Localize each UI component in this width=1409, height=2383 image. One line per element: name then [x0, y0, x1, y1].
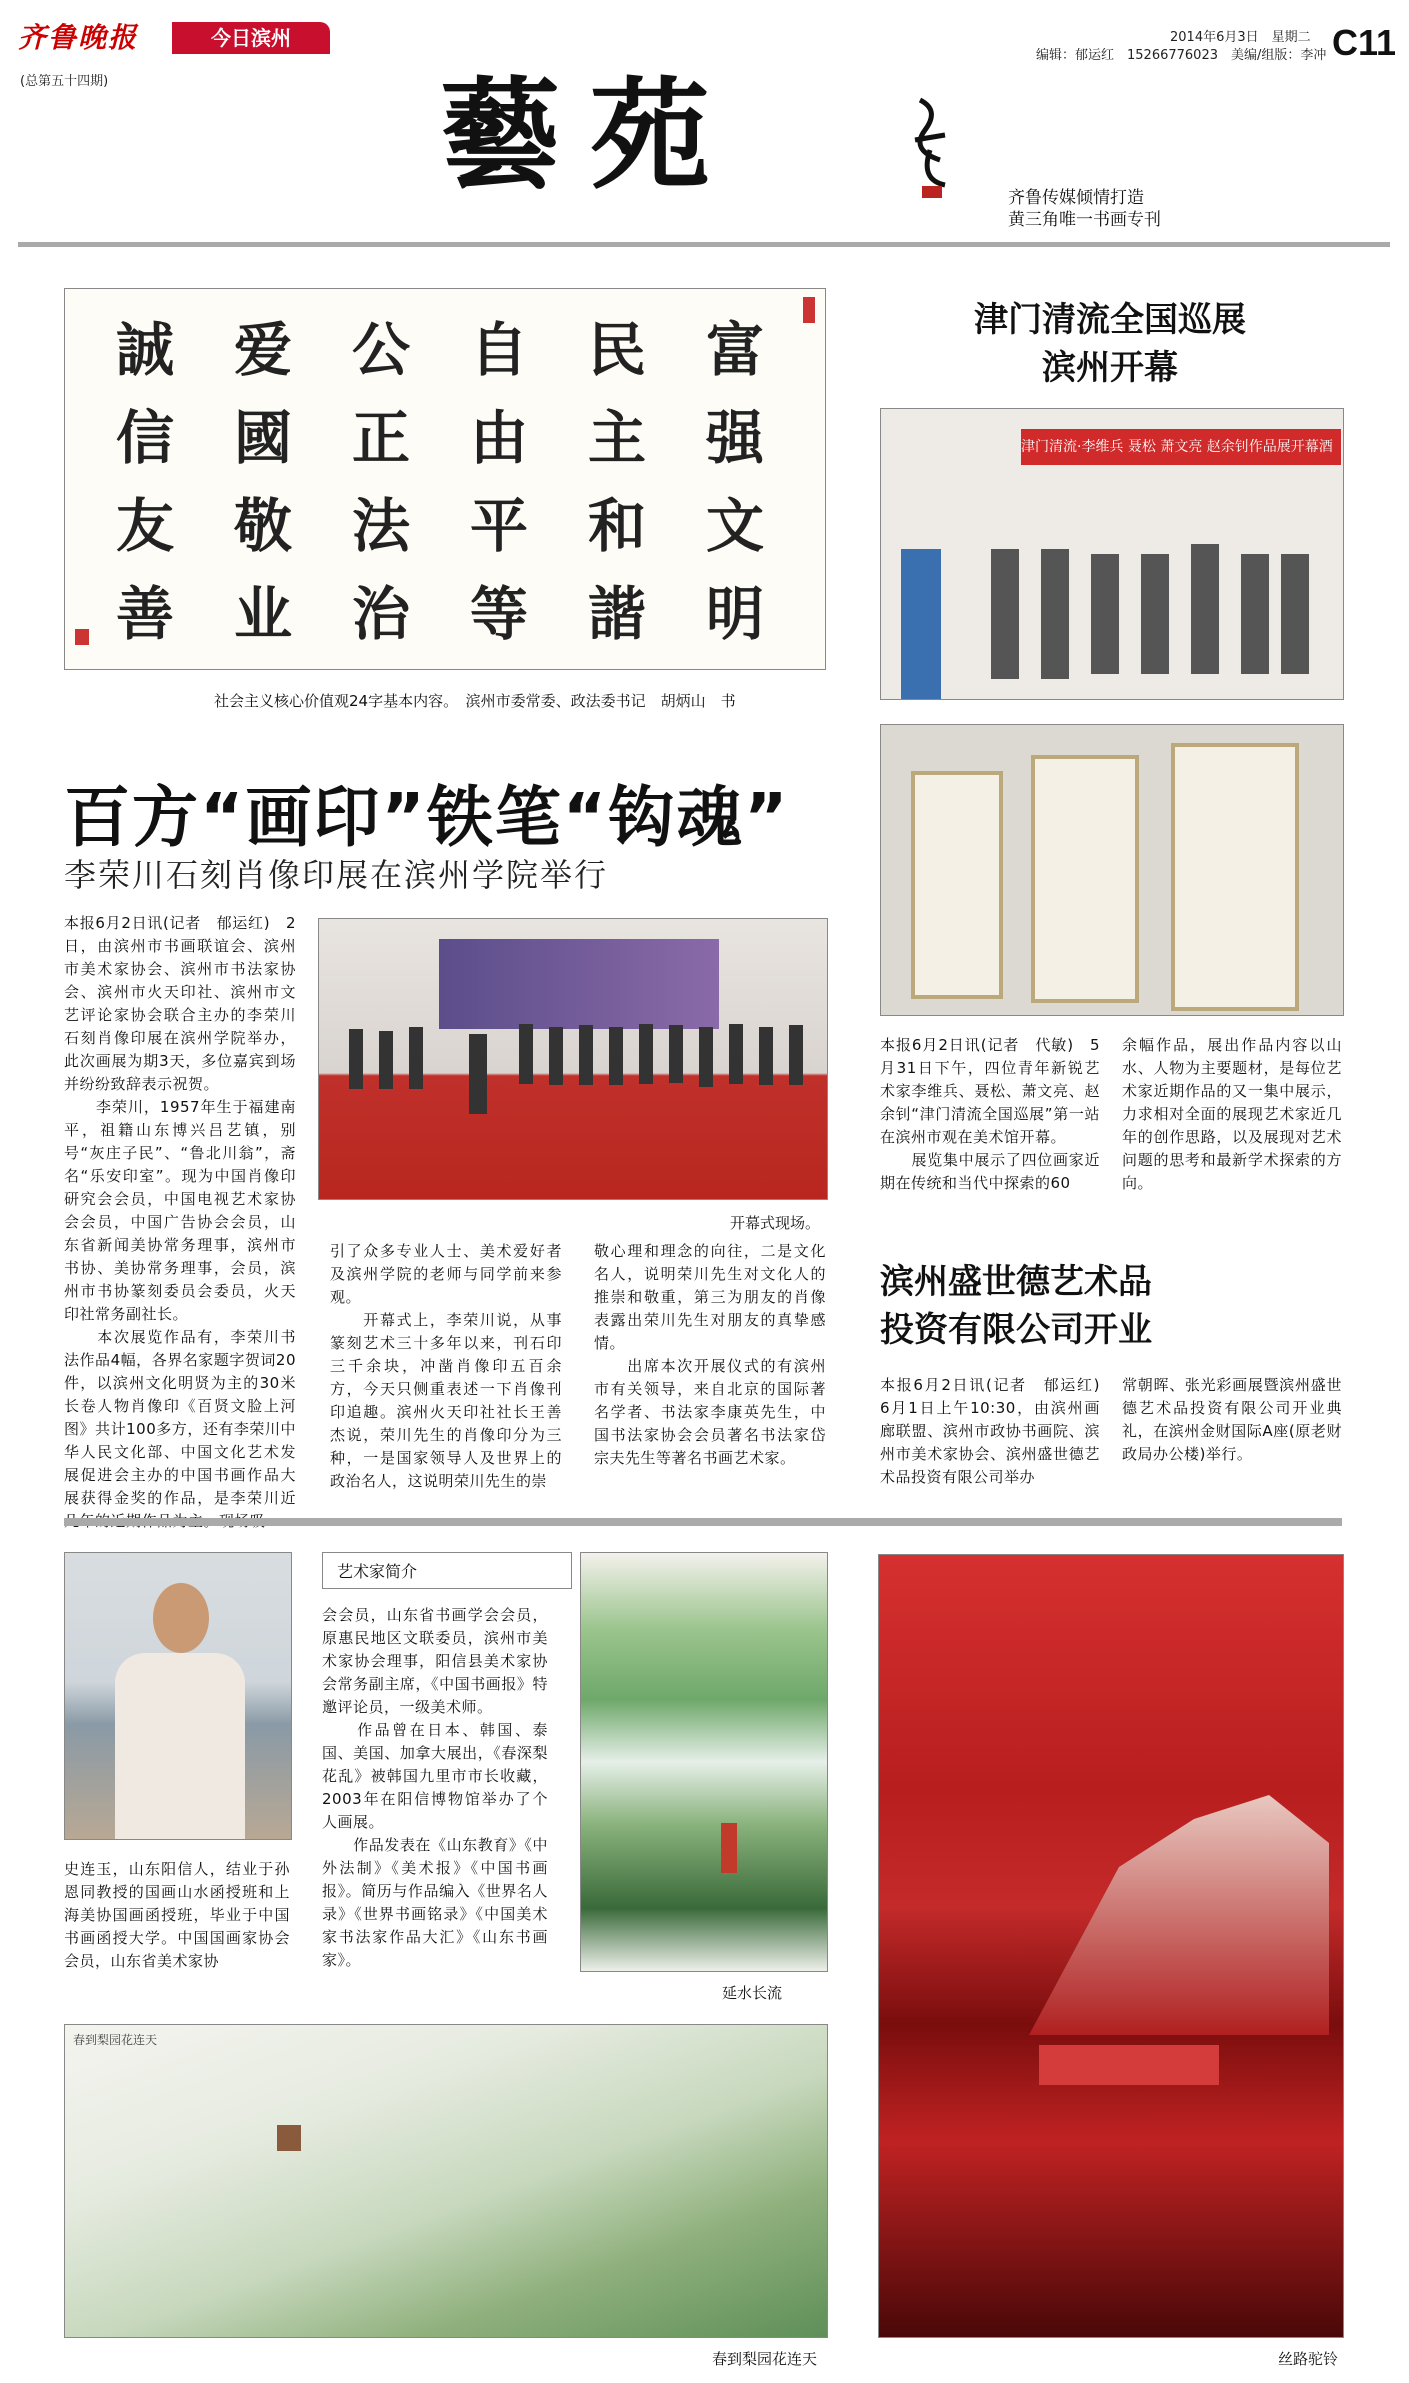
- painting-silu: [878, 1554, 1344, 2338]
- article2-col2: 余幅作品，展出作品内容以山水、人物为主要题材，是每位艺术家近期作品的又一集中展示，力求相对全面的展现艺术家近几年的创作思路，以及展现对艺术问题的思考和最新学术探索的方向。: [1122, 1036, 1342, 1192]
- calligraphy-char: 誠: [115, 316, 174, 384]
- article1-col2: 引了众多专业人士、美术爱好者及滨州学院的老师与同学前来参观。 开幕式上，李荣川说，从事篆刻艺术三十多年以来，刊石印三千余块，冲凿肖像印五百余方，今天只侧重表述一下肖像刊印追趣。滨州火天印社社长王善杰说，荣川先生的肖像印分为三种，一是国家领导人及世界上的政治名人，这说明荣川先生的崇: [330, 1242, 562, 1490]
- article1-subhead: 李荣川石刻肖像印展在滨州学院举行: [64, 856, 609, 894]
- calligraphy-caption: 社会主义核心价值观24字基本内容。 滨州市委常委、政法委书记 胡炳山 书: [214, 692, 736, 710]
- calligraphy-char: 和: [587, 492, 646, 560]
- article3-col2: 常朝晖、张光彩画展暨滨州盛世德艺术品投资有限公司开业典礼，在滨州金财国际A座(原老财政局办公楼)举行。: [1122, 1376, 1342, 1463]
- pavilion-mark: [277, 2125, 301, 2151]
- pagoda-mark: [721, 1823, 737, 1873]
- painting-yanshui: [580, 1552, 828, 1972]
- section-tag: 今日滨州: [172, 22, 330, 54]
- portrait-head: [153, 1583, 209, 1653]
- painting-silu-caption: 丝路驼铃: [1278, 2350, 1339, 2368]
- silu-mountain: [1029, 1795, 1329, 2035]
- artist-bio-right: 会会员，山东省书画学会会员，原惠民地区文联委员，滨州市美术家协会理事，阳信县美术家协会常务副主席，《中国书画报》特邀评论员，一级美术师。 作品曾在日本、韩国、泰国、美国、加拿大展出，《春深梨花乱》被韩国九里市市长收藏，2003年在阳信博物馆举办了个人画展。 作品发表在《山东教育》《中外法制》《美术报》《中国书画报》。简历与作品编入《世界名人录》《世界书画铭录》《中国美术家书法家作品大汇》《山东书画家》。: [322, 1606, 548, 1969]
- article1-col3: 敬心理和理念的向往，二是文化名人，说明荣川先生对文化人的推崇和敬重，第三为朋友的肖像表露出荣川先生对朋友的真挚感情。 出席本次开展仪式的有滨州市有关领导，来自北京的国际著名学者、书法家李康英先生，中国书法家协会会员著名书法家岱宗夫先生等著名书画艺术家。: [594, 1242, 826, 1467]
- calligraphy-char: 法: [351, 492, 410, 560]
- newspaper-brand: 齐鲁晚报: [18, 21, 139, 54]
- calligraphy-char: 爱: [233, 316, 292, 384]
- header-rule: [18, 242, 1390, 247]
- exhibition-opening-photo: [880, 408, 1344, 700]
- calligraphy-char: 业: [233, 580, 292, 648]
- calligraphy-char: 善: [115, 580, 174, 648]
- section-divider: [64, 1518, 1342, 1526]
- painting-lihua-inscription: 春到梨园花连天: [73, 2033, 158, 2047]
- painting-frame-3: [1171, 743, 1299, 1011]
- exhibition-paintings-photo: [880, 724, 1344, 1016]
- article3-headline-line2: 投资有限公司开业: [880, 1310, 1152, 1350]
- artist-bio-left: 史连玉，山东阳信人，结业于孙恩同教授的国画山水函授班和上海美协国画函授班，毕业于中国书画函授大学。中国国画家协会会员，山东省美术家协: [64, 1860, 290, 1970]
- calligraphy-char: 由: [469, 404, 528, 472]
- article3-headline: [880, 1258, 1340, 1354]
- calligraphy-char: 明: [705, 580, 764, 648]
- calligraphy-char: 敬: [233, 492, 292, 560]
- page-number: C11: [1332, 22, 1397, 63]
- slogan-line1: 齐鲁传媒倾情打造: [1008, 188, 1144, 208]
- speaker-figure: [901, 549, 941, 699]
- issue-number: (总第五十四期): [20, 74, 109, 89]
- article3-col1: 本报6月2日讯(记者 郁运红) 6月1日上午10:30，由滨州画廊联盟、滨州市政协书画院、滨州市美术家协会、滨州盛世德艺术品投资有限公司举办: [880, 1376, 1116, 1486]
- article1-headline: 百方“画印”铁笔“钩魂”: [64, 779, 790, 856]
- calligraphy-char: 治: [351, 580, 410, 648]
- slogan-line2: 黄三角唯一书画专刊: [1008, 210, 1161, 230]
- article3-headline-line1: 滨州盛世德艺术品: [880, 1262, 1152, 1302]
- article1-col1: 本报6月2日讯(记者 郁运红) 2日，由滨州市书画联谊会、滨州市美术家协会、滨州市书法家协会、滨州市火天印社、滨州市文艺评论家协会联合主办的李荣川石刻肖像印展在滨州学院举办，此次画展为期3天，多位嘉宾到场并纷纷致辞表示祝贺。 李荣川，1957年生于福建南平，祖籍山东博兴吕艺镇，别号“灰庄子民”、“鲁北川翁”，斋名“乐安印室”。现为中国肖像印研究会会员，中国电视艺术家协会会员，中国广告协会会员，山东省新闻美协常务理事，滨州市书协、美协常务理事，会员，滨州市书协篆刻委员会委员，火天印社常务副社长。 本次展览作品有，李荣川书法作品4幅，各界名家题字贺词20件，以滨州文化明贤为主的30米长卷人物肖像印《百贤文脸上河图》共计100多方，还有李荣川中华人民文化部、中国文化艺术发展促进会主办的中国书画作品大展获得金奖的作品，是李荣川近: [64, 914, 296, 1507]
- calligraphy-artwork: [64, 288, 826, 670]
- calligraphy-char: 信: [115, 404, 174, 472]
- calligraphy-char: 富: [705, 316, 764, 384]
- article2-headline-line2: 滨州开幕: [1042, 348, 1178, 388]
- opening-photo-caption: 开幕式现场。: [730, 1214, 821, 1232]
- exhibition-banner: 津门清流·李维兵 聂松 萧文亮 赵余钊作品展开幕酒: [1021, 429, 1341, 465]
- painting-yanshui-caption: 延水长流: [722, 1984, 783, 2002]
- opening-ceremony-photo: [318, 918, 828, 1200]
- painting-lihua: [64, 2024, 828, 2338]
- masthead-title: 藝苑: [440, 65, 740, 206]
- calligraphy-char: 自: [469, 316, 528, 384]
- article2-headline-line1: 津门清流全国巡展: [974, 300, 1246, 340]
- ceremony-people: [319, 1009, 827, 1119]
- calligraphy-char: 文: [705, 492, 764, 560]
- portrait-jacket: [115, 1653, 245, 1839]
- calligraphy-char: 平: [469, 492, 528, 560]
- artist-intro-title: 艺术家简介: [322, 1552, 572, 1589]
- article2-headline: [880, 296, 1340, 392]
- painting-frame-2: [1031, 755, 1139, 1003]
- calligraphy-char: 正: [351, 404, 410, 472]
- calligraphy-char: 强: [705, 404, 764, 472]
- calligraphy-char: 民: [587, 316, 646, 384]
- painting-frame-1: [911, 771, 1003, 999]
- artist-portrait: [64, 1552, 292, 1840]
- calligraphy-char: 等: [469, 580, 528, 648]
- calligraphy-text: [95, 303, 795, 653]
- calligraphy-char: 主: [587, 404, 646, 472]
- calligraphy-char: 公: [351, 316, 410, 384]
- painting-lihua-caption: 春到梨园花连天: [712, 2350, 818, 2368]
- calligraphy-seal-top: [803, 297, 815, 323]
- masthead-signature: [900, 90, 960, 200]
- silu-fortress: [1039, 2045, 1219, 2085]
- date-line: 2014年6月3日 星期二: [1170, 30, 1311, 45]
- calligraphy-char: 諧: [587, 580, 646, 648]
- calligraphy-char: 友: [115, 492, 174, 560]
- calligraphy-char: 國: [233, 404, 292, 472]
- standing-guests: [981, 529, 1321, 699]
- calligraphy-seal-bottom: [75, 629, 89, 645]
- editor-line: 编辑：郁运红 15266776023 美编/组版：李冲: [1036, 48, 1327, 63]
- article2-col1: 本报6月2日讯(记者 代敏) 5月31日下午，四位青年新锐艺术家李维兵、聂松、萧文亮、赵余钊“津门清流全国巡展”第一站在滨州市观在美术馆开幕。 展览集中展示了四位画家近期在传统和当代中探索的60: [880, 1036, 1100, 1192]
